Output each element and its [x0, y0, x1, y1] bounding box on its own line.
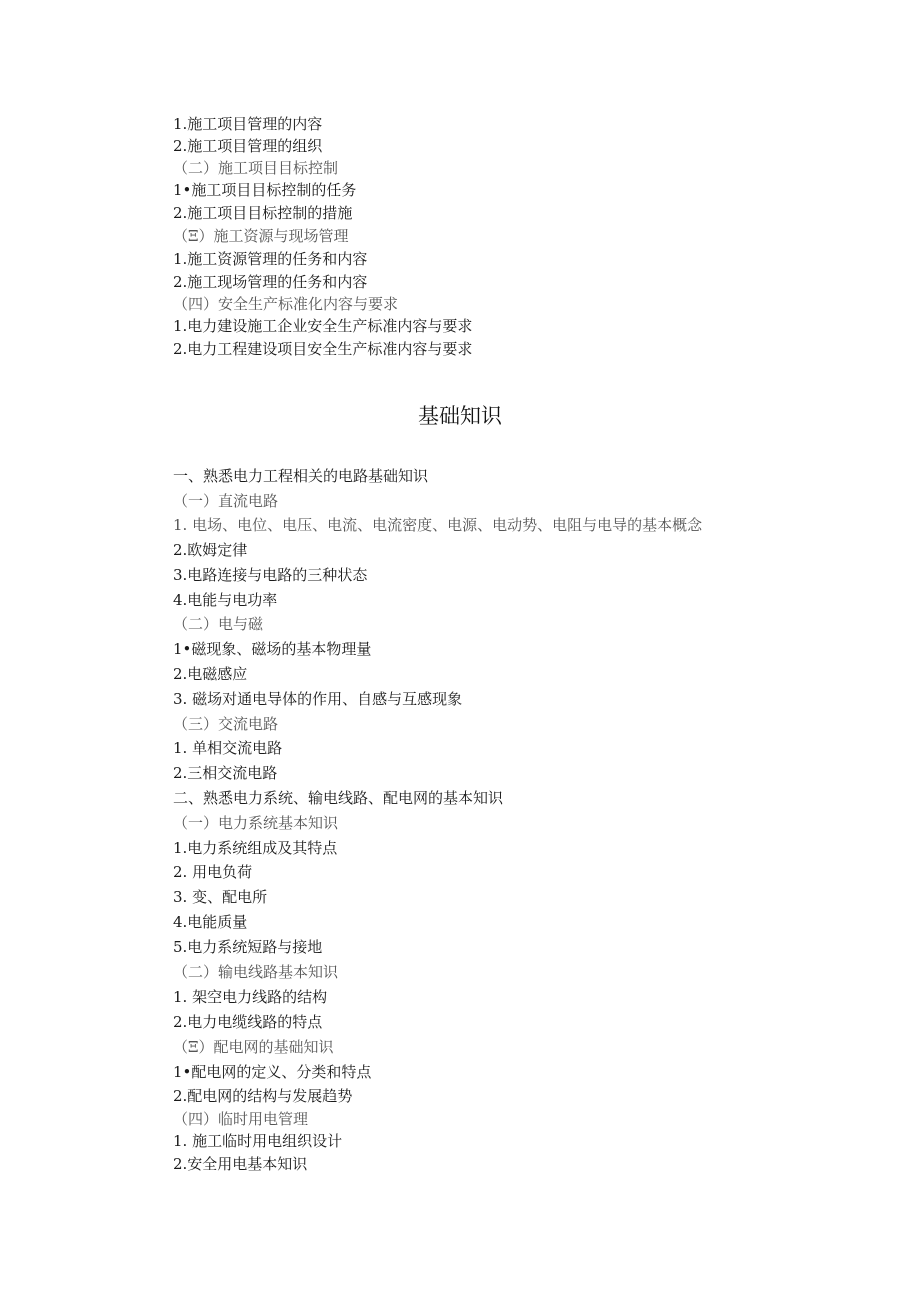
outline-line: 2.电力工程建设项目安全生产标准内容与要求: [173, 340, 473, 358]
outline-line: 2.电磁感应: [173, 665, 248, 683]
outline-subheading: （四）临时用电管理: [173, 1110, 309, 1128]
outline-line: 3. 变、配电所: [173, 888, 268, 906]
outline-line: 1•磁现象、磁场的基本物理量: [173, 640, 372, 658]
outline-line: 3. 磁场对通电导体的作用、自感与互感现象: [173, 690, 463, 708]
outline-subheading: （一）电力系统基本知识: [173, 814, 339, 832]
outline-line: 1. 单相交流电路: [173, 739, 283, 757]
outline-line: 1.电力系统组成及其特点: [173, 839, 338, 857]
outline-heading: 二、熟悉电力系统、输电线路、配电网的基本知识: [173, 789, 504, 807]
outline-line: 1•施工项目目标控制的任务: [173, 181, 357, 199]
outline-line: 2. 用电负荷: [173, 863, 253, 881]
outline-subheading: （二）输电线路基本知识: [173, 963, 339, 981]
outline-heading: 一、熟悉电力工程相关的电路基础知识: [173, 467, 429, 485]
outline-line: 1.电力建设施工企业安全生产标准内容与要求: [173, 317, 473, 335]
outline-line: 2.三相交流电路: [173, 764, 278, 782]
outline-line: 1•配电网的定义、分类和特点: [173, 1063, 372, 1081]
outline-subheading: （三）交流电路: [173, 715, 279, 733]
outline-line: 2.安全用电基本知识: [173, 1155, 308, 1173]
outline-subheading: （Ξ）配电网的基础知识: [173, 1038, 334, 1056]
outline-line: 2.电力电缆线路的特点: [173, 1013, 323, 1031]
outline-line: 2.欧姆定律: [173, 541, 248, 559]
outline-subheading: （四）安全生产标准化内容与要求: [173, 295, 399, 313]
outline-line: 4.电能质量: [173, 913, 248, 931]
page-heading: 基础知识: [418, 404, 502, 428]
outline-line: 2.施工项目目标控制的措施: [173, 204, 353, 222]
outline-subheading: （Ξ）施工资源与现场管理: [173, 227, 349, 245]
outline-subheading: （二）施工项目目标控制: [173, 159, 339, 177]
outline-line: 1. 电场、电位、电压、电流、电流密度、电源、电动势、电阻与电导的基本概念: [173, 516, 703, 534]
outline-subheading: （一）直流电路: [173, 492, 279, 510]
outline-line: 4.电能与电功率: [173, 591, 278, 609]
outline-line: 1.施工项目管理的内容: [173, 115, 323, 133]
outline-line: 1. 架空电力线路的结构: [173, 988, 328, 1006]
outline-line: 1.施工资源管理的任务和内容: [173, 250, 368, 268]
outline-line: 2.施工项目管理的组织: [173, 137, 323, 155]
outline-line: 5.电力系统短路与接地: [173, 938, 323, 956]
outline-subheading: （二）电与磁: [173, 615, 264, 633]
outline-line: 3.电路连接与电路的三种状态: [173, 566, 368, 584]
outline-line: 2.配电网的结构与发展趋势: [173, 1087, 353, 1105]
outline-line: 1. 施工临时用电组织设计: [173, 1132, 343, 1150]
outline-line: 2.施工现场管理的任务和内容: [173, 273, 368, 291]
